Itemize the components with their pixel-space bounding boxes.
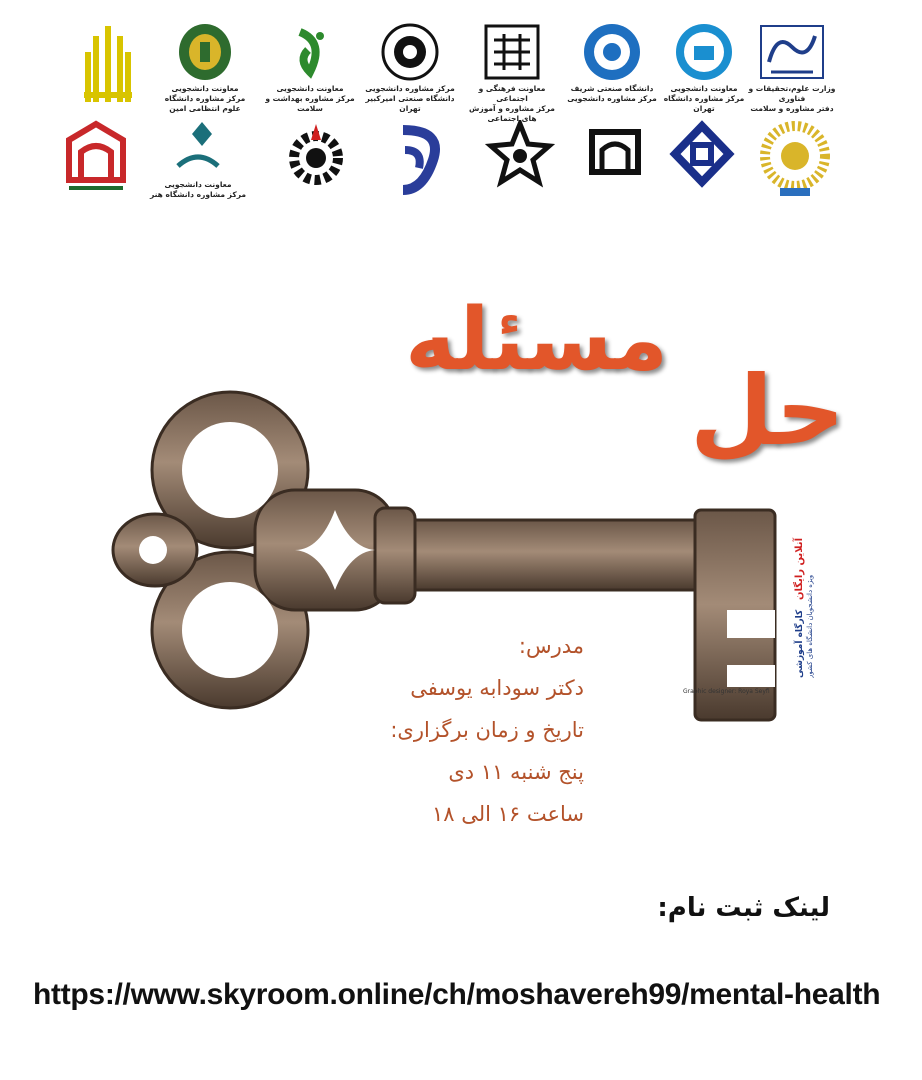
logo-caption: معاونت دانشجویی مرکز مشاوره بهداشت و سلامت xyxy=(265,84,355,113)
registration-link[interactable]: https://www.skyroom.online/ch/moshavereh99/mental-health xyxy=(33,978,881,1011)
khajeh-nasir-logo xyxy=(652,120,752,200)
logo-caption: مرکز مشاوره دانشجویی دانشگاه صنعتی امیرکبیر تهران xyxy=(365,84,455,113)
payame-noor-logo xyxy=(745,120,845,200)
side-text-free-online: آنلاین رایگان xyxy=(794,537,805,600)
datetime-label: تاریخ و زمان برگزاری: xyxy=(390,718,584,742)
logo-caption: وزارت علوم،تحقیقات و فناوری دفتر مشاوره و سلامت xyxy=(748,84,836,113)
designer-credit: Graphic designer: Roya Seyfi xyxy=(683,688,770,695)
sharif-university-logo xyxy=(562,22,662,104)
iran-science-tech-logo xyxy=(266,120,366,200)
event-date: پنج شنبه ۱۱ دی xyxy=(448,760,584,784)
allameh-logo xyxy=(462,22,562,124)
registration-label: لینک ثبت نام: xyxy=(657,893,830,923)
knot-icon xyxy=(667,120,737,200)
tehran-university-logo xyxy=(654,22,754,114)
alzahra-icon xyxy=(280,22,340,82)
title-word-solving: حل xyxy=(690,355,845,467)
logo-strip xyxy=(0,0,922,230)
side-text-students: ویژه دانشجویان دانشگاه های کشور xyxy=(806,574,814,678)
amirkabir-icon xyxy=(380,22,440,82)
logo-caption: معاونت دانشجویی مرکز مشاوره دانشگاه هنر xyxy=(149,180,247,199)
workshop-info xyxy=(390,625,584,835)
farhangian-icon xyxy=(383,120,453,200)
calligraphy-icon xyxy=(482,22,542,82)
workshop-side-text xyxy=(792,528,818,678)
event-time: ساعت ۱۶ الی ۱۸ xyxy=(431,802,584,826)
ministry-science-logo xyxy=(742,22,842,114)
art-university-logo xyxy=(148,118,248,200)
wheat-icon xyxy=(78,22,138,108)
logo-caption: معاونت دانشجویی مرکز مشاوره دانشگاه علوم انتظامی امین xyxy=(164,84,246,113)
brush-icon xyxy=(168,118,228,178)
title-word-problem: مسئله xyxy=(405,290,669,390)
alzahra-logo xyxy=(260,22,360,114)
ministry-science-icon xyxy=(757,22,827,82)
logo-caption: معاونت دانشجویی مرکز مشاوره دانشگاه تهران xyxy=(663,84,745,113)
allameh-tabatabai-logo xyxy=(565,120,665,200)
star-icon xyxy=(485,120,555,200)
tehran-university-icon xyxy=(674,22,734,82)
gear-icon xyxy=(281,120,351,200)
teacher-name: دکتر سودابه یوسفی xyxy=(410,676,584,700)
shahed-icon xyxy=(61,118,131,198)
logo-caption: دانشگاه صنعتی شریف مرکز مشاوره دانشجویی xyxy=(567,84,657,103)
sharif-university-icon xyxy=(582,22,642,82)
logo-caption: معاونت فرهنگی و اجتماعی مرکز مشاوره و آموزش های اجتماعی xyxy=(469,84,555,123)
sun-icon xyxy=(760,120,830,200)
police-university-logo xyxy=(155,22,255,114)
amirkabir-logo xyxy=(360,22,460,114)
shahed-university-logo xyxy=(46,118,146,198)
wheat-emblem-logo xyxy=(58,22,158,108)
teacher-label: مدرس: xyxy=(518,634,584,658)
side-text-workshop: کارگاه آموزشی xyxy=(795,609,805,678)
police-emblem-icon xyxy=(175,22,235,82)
farhangian-logo xyxy=(368,120,468,200)
arch-icon xyxy=(580,120,650,200)
shahid-rajaee-logo xyxy=(470,120,570,200)
